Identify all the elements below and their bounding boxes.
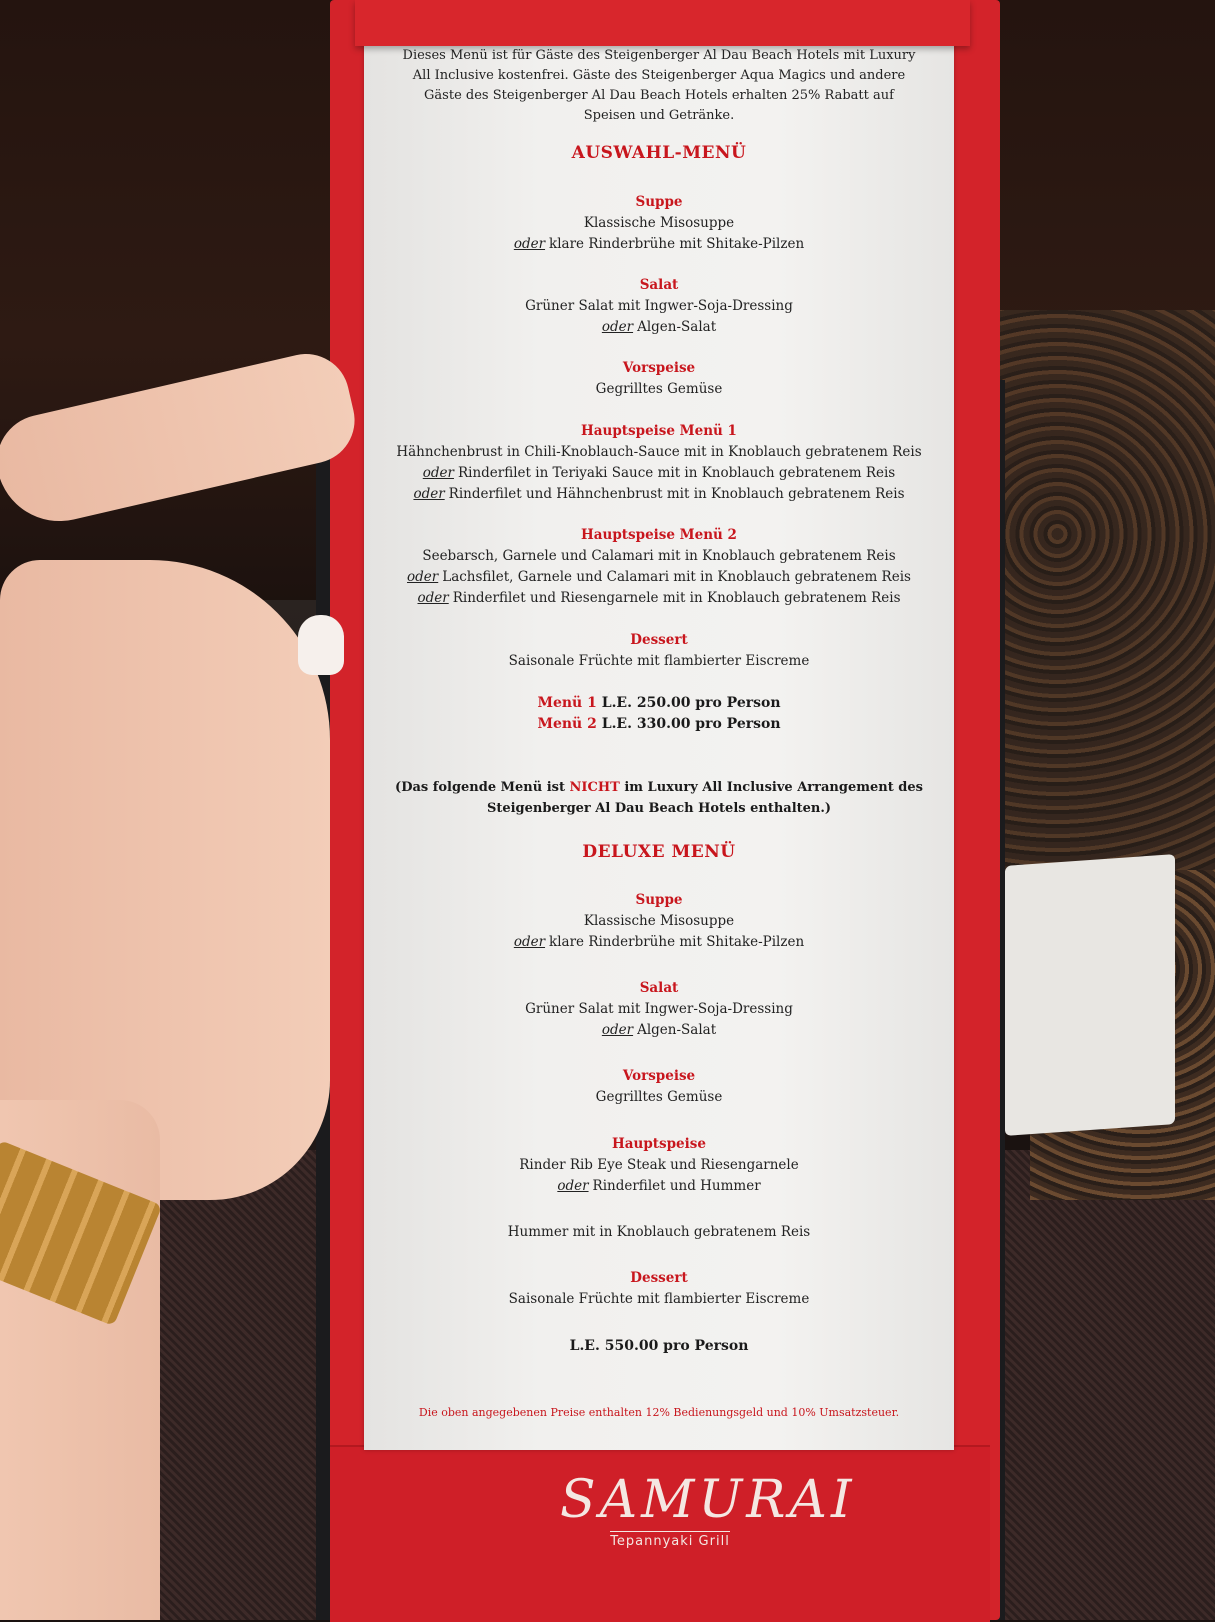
dish: Hummer mit in Knoblauch gebratenem Reis — [507, 1224, 811, 1240]
dish-alt: oder klare Rinderbrühe mit Shitake-Pilzen — [513, 236, 805, 252]
oder-label: oder — [513, 934, 546, 950]
samurai-logo — [560, 1470, 856, 1549]
price-deluxe: L.E. 550.00 pro Person — [569, 1338, 749, 1354]
dish: Saisonale Früchte mit flambierter Eiscreme — [508, 1291, 810, 1307]
section-head: Dessert — [630, 1270, 688, 1286]
logo-word: SAMURAI — [560, 1470, 856, 1530]
oder-label: oder — [513, 236, 546, 252]
oder-label: oder — [417, 590, 449, 606]
dish: Gegrilltes Gemüse — [595, 381, 723, 397]
oder-label: oder — [557, 1178, 589, 1194]
dish: Seebarsch, Garnele und Calamari mit in Knoblauch gebratenem Reis — [422, 548, 896, 564]
white-plate — [1005, 854, 1175, 1136]
granite-counter — [990, 310, 1215, 870]
dish-alt: oder Rinderfilet und Riesengarnele mit in Knoblauch gebratenem Reis — [417, 590, 901, 606]
menu-paper — [364, 40, 954, 1450]
dish-alt: oder klare Rinderbrühe mit Shitake-Pilzen — [513, 934, 805, 950]
dish: Klassische Misosuppe — [583, 913, 735, 929]
dish: Klassische Misosuppe — [583, 215, 735, 231]
section-head: Salat — [639, 277, 679, 293]
dish: Grüner Salat mit Ingwer-Soja-Dressing — [525, 298, 793, 314]
section-head: Suppe — [635, 194, 683, 210]
dish: Grüner Salat mit Ingwer-Soja-Dressing — [525, 1001, 793, 1017]
intro-line: Speisen und Getränke. — [583, 108, 735, 123]
section-head: Hauptspeise — [612, 1136, 706, 1152]
section-head: Hauptspeise Menü 2 — [581, 527, 737, 543]
oder-label: oder — [407, 569, 439, 585]
section-head: Suppe — [635, 892, 683, 908]
dish-alt: oder Algen-Salat — [601, 1022, 717, 1038]
dish: Rinder Rib Eye Steak und Riesengarnele — [519, 1157, 799, 1173]
dish: Gegrilltes Gemüse — [595, 1089, 723, 1105]
price-footnote: Die oben angegebenen Preise enthalten 12% Bedienungsgeld und 10% Umsatzsteuer. — [418, 1406, 900, 1419]
logo-subtitle: Tepannyaki Grill — [610, 1531, 730, 1549]
deluxe-notice: (Das folgende Menü ist NICHT im Luxury All Inclusive Arrangement des — [395, 780, 923, 795]
price-menu-2: Menü 2 L.E. 330.00 pro Person — [537, 716, 781, 732]
intro-line: Dieses Menü ist für Gäste des Steigenberger Al Dau Beach Hotels mit Luxury — [402, 48, 916, 63]
price-menu-1: Menü 1 L.E. 250.00 pro Person — [537, 695, 781, 711]
deluxe-title: DELUXE MENÜ — [582, 842, 736, 862]
section-head: Vorspeise — [622, 1068, 696, 1084]
thumbnail — [298, 615, 344, 675]
dish: Hähnchenbrust in Chili-Knoblauch-Sauce mit in Knoblauch gebratenem Reis — [396, 444, 922, 460]
oder-label: oder — [413, 486, 445, 502]
intro-line: All Inclusive kostenfrei. Gäste des Steigenberger Aqua Magics und andere — [412, 68, 906, 83]
oder-label: oder — [601, 1022, 634, 1038]
dish-alt: oder Lachsfilet, Garnele und Calamari mit in Knoblauch gebratenem Reis — [407, 569, 911, 585]
dish-alt: oder Rinderfilet und Hähnchenbrust mit in Knoblauch gebratenem Reis — [413, 486, 905, 502]
auswahl-title: AUSWAHL-MENÜ — [571, 143, 747, 163]
intro-line: Gäste des Steigenberger Al Dau Beach Hotels erhalten 25% Rabatt auf — [424, 88, 894, 103]
dish-alt: oder Rinderfilet und Hummer — [557, 1178, 761, 1194]
dish-alt: oder Algen-Salat — [601, 319, 717, 335]
section-head: Dessert — [630, 632, 688, 648]
dish: Saisonale Früchte mit flambierter Eiscreme — [508, 653, 810, 669]
section-head: Vorspeise — [622, 360, 696, 376]
deluxe-notice-line2: Steigenberger Al Dau Beach Hotels enthalten.) — [486, 801, 832, 816]
section-head: Salat — [639, 980, 679, 996]
section-head: Hauptspeise Menü 1 — [581, 423, 737, 439]
oder-label: oder — [422, 465, 454, 481]
menu-top-flap — [355, 0, 970, 46]
oder-label: oder — [601, 319, 634, 335]
dish-alt: oder Rinderfilet in Teriyaki Sauce mit in Knoblauch gebratenem Reis — [422, 465, 896, 481]
